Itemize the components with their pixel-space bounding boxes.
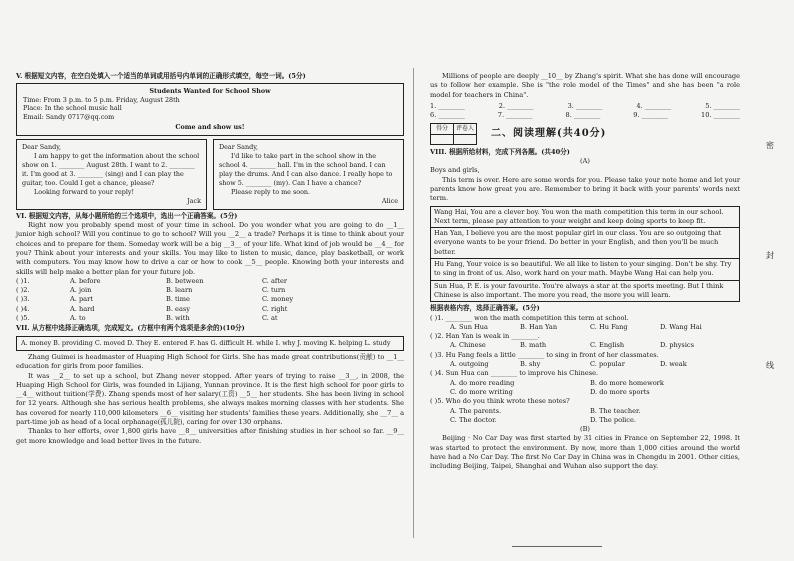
question-stem: ( )5. Who do you think wrote these notes? xyxy=(430,397,570,406)
option-a: A. join xyxy=(70,286,92,295)
letter-signature: Jack xyxy=(187,196,201,205)
passage-b: Beijing · No Car Day was first started by 31 cities in France on September 22, 1998. It was started to protect the environment. By now, more than 1,000 cities around the world have had a No Car Day. The first No Car Day in China was in Chengdu in 2001. Other cities, including Beijing, Taipei, Shanghai and Wuhan also support the day. xyxy=(430,434,740,471)
section-vii-para3: Thanks to her efforts, over 1,800 girls have __8__ universities after finishing studies in her school so far. __9__ get more knowledge and lead better lives in the future. xyxy=(16,427,404,445)
score-header: 得分 xyxy=(431,124,454,134)
option-c: C. The doctor. xyxy=(450,415,497,424)
word-bank: A. money B. providing C. moved D. They E. entered F. has G. difficult H. while I. why J. moving K. helping L. study xyxy=(16,336,404,351)
section-vii-para4: Millions of people are deeply __10__ by Zhang's spirit. What she has done will encourage us to follow her example. She is "the role model of the Times" and she has been "a role model for teachers in China". xyxy=(430,72,740,99)
letters-row xyxy=(16,139,404,210)
notice-email: Email: Sandy 0717@qq.com xyxy=(23,112,115,121)
answer-blank[interactable]: 6. ________ xyxy=(430,111,465,120)
answer-blank[interactable]: 9. ________ xyxy=(633,111,669,120)
question-item xyxy=(430,314,740,333)
option-number: ( )5. xyxy=(16,314,30,323)
right-column xyxy=(430,72,740,472)
option-a: A. to xyxy=(70,314,86,323)
note-han-yan: Han Yan, I believe you are the most popular girl in our class. You are so outgoing that everyone wants to be your friend. Do better in your English, and then you'll be much better. xyxy=(431,228,739,259)
question-item xyxy=(430,397,740,425)
option-c: C. Hu Fang xyxy=(590,322,628,331)
option-c: C. money xyxy=(262,295,294,304)
section-vi-title: VI. 根据短文内容，从每小题所给的三个选项中，选出一个正确答案。(5分) xyxy=(16,211,238,220)
notice-title: Students Wanted for School Show xyxy=(149,87,271,96)
letter-signature: Alice xyxy=(381,196,398,205)
note-sun-hua: Sun Hua, P. E. is your favourite. You're always a star at the sports meeting. But I think Chinese is also important. The more you read, the more you will learn. xyxy=(434,281,724,299)
question-options xyxy=(430,323,740,332)
seal-mark: 密 xyxy=(766,141,774,150)
greeting: Boys and girls, xyxy=(430,166,480,175)
question-item xyxy=(430,332,740,351)
option-b: B. The teacher. xyxy=(590,406,641,415)
letter-jack xyxy=(16,139,207,210)
answer-blank[interactable]: 3. ________ xyxy=(567,101,603,110)
option-d: D. The police. xyxy=(590,415,636,424)
question-stem: ( )2. Han Yan is weak in ________. xyxy=(430,332,540,341)
question-options xyxy=(430,360,740,369)
option-number: ( )2. xyxy=(16,286,30,295)
column-divider xyxy=(413,68,414,538)
option-row xyxy=(16,295,404,304)
option-b: B. between xyxy=(166,276,204,285)
option-a: A. outgoing xyxy=(450,360,489,369)
section-viii-title: VIII. 根据所给材料，完成下列各题。(共40分) xyxy=(430,147,570,156)
option-c: C. do more writing xyxy=(450,387,513,396)
answer-blanks-row2 xyxy=(430,111,740,120)
question-stem: ( )4. Sun Hua can ________ to improve his Chinese. xyxy=(430,369,599,378)
option-b: B. Han Yan xyxy=(520,322,558,331)
option-b: B. do more homework xyxy=(590,378,664,387)
part-two-header xyxy=(430,123,740,144)
part-two-title: 二、阅读理解(共40分) xyxy=(491,128,607,140)
option-b: B. math xyxy=(520,341,547,350)
option-a: A. Chinese xyxy=(450,341,486,350)
letter-closing: Please reply to me soon. xyxy=(231,187,311,196)
option-c: C. English xyxy=(590,341,625,350)
option-d: D. do more sports xyxy=(590,387,650,396)
section-vii-title: VII. 从方框中选择正确选项，完成短文。(方框中有两个选项是多余的)(10分) xyxy=(16,324,245,333)
option-number: ( )3. xyxy=(16,295,30,304)
grader-cell[interactable] xyxy=(454,134,477,144)
school-show-notice xyxy=(16,83,404,136)
answer-blank[interactable]: 10. ________ xyxy=(701,111,740,120)
option-number: ( )4. xyxy=(16,304,30,313)
answer-blank[interactable]: 4. ________ xyxy=(636,101,672,110)
option-d: D. weak xyxy=(660,360,687,369)
question-item xyxy=(430,369,740,397)
section-vii-para1: Zhang Guimei is headmaster of Huaping High School for Girls. She has made great contributions(贡献) to __1__ education for girls from poor families. xyxy=(16,352,404,371)
score-table xyxy=(430,123,477,144)
answer-blank[interactable]: 1. ________ xyxy=(430,101,465,110)
option-b: B. shy xyxy=(520,360,541,369)
note-wang-hai: Wang Hai, You are a clever boy. You won the math competition this term in our school. Next term, please pay attention to your weight and keep doing sports to keep fit. xyxy=(431,207,739,229)
section-vi-options xyxy=(16,277,404,323)
option-c: C. popular xyxy=(590,360,625,369)
option-number: ( )1. xyxy=(16,276,30,285)
option-d: D. physics xyxy=(660,341,695,350)
letter-greeting: Dear Sandy, xyxy=(219,142,258,151)
answer-blank[interactable]: 5. ________ xyxy=(705,101,740,110)
subsection-a-label: (A) xyxy=(580,157,590,166)
notice-time: Time: From 3 p.m. to 5 p.m. Friday, August 28th xyxy=(23,95,180,104)
question-stem: ( )3. Hu Fang feels a little ________ to sing in front of her classmates. xyxy=(430,350,659,359)
option-row xyxy=(16,277,404,286)
option-b: B. time xyxy=(166,295,190,304)
answer-blank[interactable]: 7. ________ xyxy=(497,111,533,120)
option-c: C. right xyxy=(262,304,288,313)
question-item xyxy=(430,351,740,370)
option-a: A. The parents. xyxy=(450,406,502,415)
intro-paragraph: This term is over. Here are some words for you. Please take your note home and let your parents know how great you are. Remember to bring it back with your parents' words next term. xyxy=(430,175,740,203)
letter-greeting: Dear Sandy, xyxy=(22,142,61,151)
option-a: A. hard xyxy=(70,304,95,313)
option-b: B. learn xyxy=(166,286,193,295)
letter-body: I am happy to get the information about the school show on 1. ________ August 28th. I want to 2. ________ it. I'm good at 3. ________ (sing) and I can play the guitar, too. Could I get a chance, please? xyxy=(22,151,200,187)
question-stem: ( )1. ________ won the math competition this term at school. xyxy=(430,313,629,322)
section-v-title: V. 根据短文内容，在空白处填入一个适当的单词或用括号内单词的正确形式填空，每空一词。(5分) xyxy=(16,72,306,80)
left-column xyxy=(16,72,404,446)
answer-blanks-row1 xyxy=(430,102,740,111)
answer-blank[interactable]: 8. ________ xyxy=(565,111,601,120)
option-b: B. with xyxy=(166,314,190,323)
option-row xyxy=(16,286,404,295)
score-cell[interactable] xyxy=(431,134,454,144)
option-a: A. do more reading xyxy=(450,378,515,387)
option-a: A. part xyxy=(70,295,93,304)
option-a: A. before xyxy=(70,276,101,285)
letter-alice xyxy=(213,139,404,210)
notice-place: Place: In the school music hall xyxy=(23,104,122,113)
answer-blank[interactable]: 2. ________ xyxy=(498,101,534,110)
note-hu-fang: Hu Fang, Your voice is so beautiful. We all like to listen to your singing. Don't be shy. Try to sing in front of us. Also, work hard on your math. Maybe Wang Hai can help you. xyxy=(431,259,739,281)
seal-mark: 封 xyxy=(766,251,774,260)
option-b: B. easy xyxy=(166,304,190,313)
bottom-rule xyxy=(512,546,602,547)
questions-title: 根据表格内容，选择正确答案。(5分) xyxy=(430,304,540,313)
option-row xyxy=(16,305,404,314)
subsection-b-label: (B) xyxy=(580,425,590,434)
option-c: C. at xyxy=(262,314,278,323)
option-row xyxy=(16,314,404,323)
section-vi-passage: Right now you probably spend most of your time in school. Do you wonder what you are going to do __1__ junior high school? Will you continue to go to school? Will you __2__ a trade? Perhaps it is time to think about your choices and to prepare for them. Someday work will be a big __3__ of your life. What kind of job would be __4__ for you? Think about your interests and your skills. You may like to listen to music, dance, play basketball, or work with computers. You may know how to drive a car or how to cook __5__ people. Knowing both your interests and skills will help make a better plan for your future job. xyxy=(16,221,404,276)
seal-mark: 线 xyxy=(766,361,774,370)
option-c: C. turn xyxy=(262,286,286,295)
option-a: A. Sun Hua xyxy=(450,322,488,331)
notes-table xyxy=(430,206,740,303)
letter-closing: Looking forward to your reply! xyxy=(34,187,135,196)
question-options xyxy=(430,341,740,350)
grader-header: 评卷人 xyxy=(454,124,477,134)
section-vii-para2: It was __2__ to set up a school, but Zhang never stopped. After years of trying to raise __3__, in 2008, the Huaping High School for Girls, was founded in Lijiang, Yunnan province. It is the first high school for poor girls to __4__ without tuition(学费). Zhang spends most of her salary(工资) __5__ her students. She has been living in school for 12 years. Although she has serious health problems, she always makes morning classes with her students. She has covered for nearly 110,000 kilometers __6__ visiting her students' families these years. Additionally, she __7__ a part-time job as head of a local orphanage(孤儿院), caring for over 130 orphans. xyxy=(16,371,404,427)
option-c: C. after xyxy=(262,276,288,285)
option-d: D. Wang Hai xyxy=(660,322,702,331)
letter-body: I'd like to take part in the school show in the school 4. ________ hall. I'm in the school band. I can play the drums. And I can also dance. I really hope to show 5. ________ (my). Can I have a chance? xyxy=(219,151,393,187)
question-options xyxy=(430,379,740,398)
question-options xyxy=(430,407,740,426)
notice-footer: Come and show us! xyxy=(175,123,245,132)
